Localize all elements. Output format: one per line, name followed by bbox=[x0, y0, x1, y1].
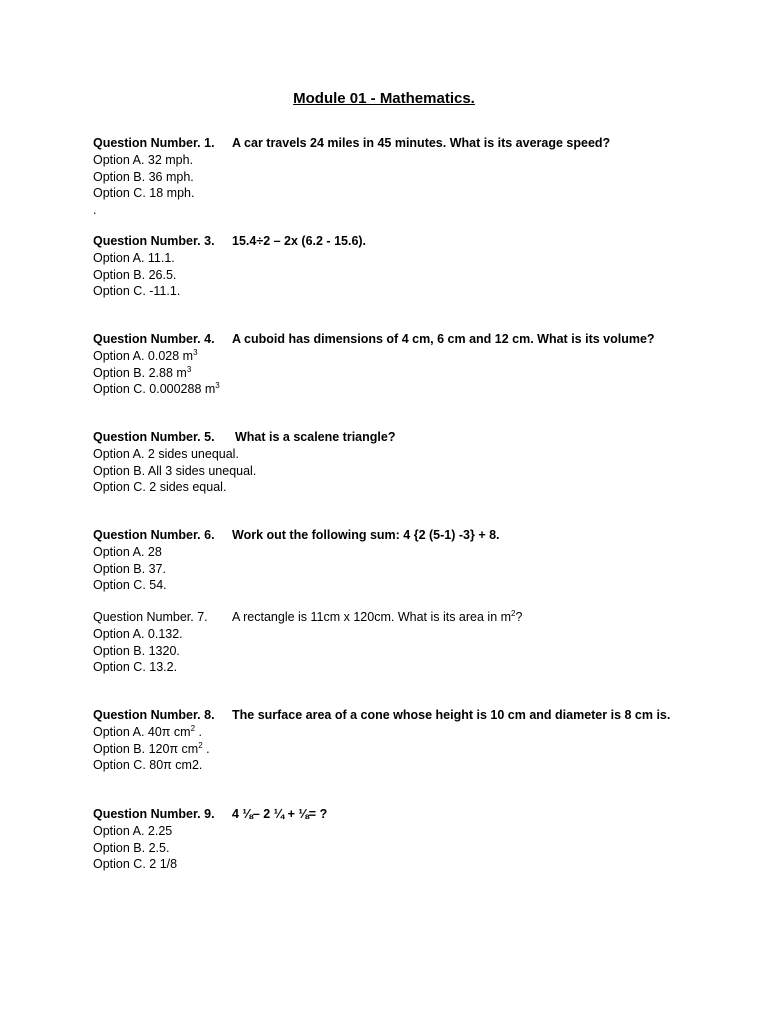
option-suffix: . bbox=[195, 725, 202, 739]
question-text: 4 ⅛– 2 ¼ + ⅛= ? bbox=[232, 807, 328, 821]
superscript: 2 bbox=[190, 724, 196, 733]
option-b bbox=[93, 365, 733, 382]
question-number: Question Number. 4. bbox=[93, 332, 215, 346]
question-9 bbox=[93, 806, 733, 873]
option-b: Option B. 36 mph. bbox=[93, 169, 194, 184]
page-title: Module 01 - Mathematics. bbox=[293, 90, 475, 107]
option-b: Option B. 37. bbox=[93, 561, 166, 576]
question-header bbox=[93, 806, 733, 823]
option-a: Option A. 2 sides unequal. bbox=[93, 447, 239, 461]
option-a bbox=[93, 724, 733, 741]
question-3 bbox=[93, 233, 733, 300]
superscript: 3 bbox=[186, 364, 192, 374]
question-header bbox=[93, 135, 733, 152]
question-text: Work out the following sum: 4 {2 (5-1) -3} + 8. bbox=[232, 528, 500, 542]
question-text: What is a scalene triangle? bbox=[235, 430, 396, 444]
question-text: 15.4÷2 – 2x (6.2 - 15.6). bbox=[232, 234, 367, 248]
question-text-suffix: ? bbox=[515, 610, 523, 624]
question-text: A rectangle is 11cm x 120cm. What is its area in m bbox=[232, 610, 512, 624]
question-number: Question Number. 5. bbox=[93, 430, 215, 444]
question-1 bbox=[93, 135, 733, 218]
option-b: Option B. All 3 sides unequal. bbox=[93, 463, 257, 478]
question-text: The surface area of a cone whose height is 10 cm and diameter is 8 cm is. bbox=[232, 708, 671, 722]
option-a: Option A. 28 bbox=[93, 545, 162, 559]
option-c: Option C. -11.1. bbox=[93, 284, 181, 298]
question-8 bbox=[93, 707, 733, 774]
superscript: 2 bbox=[511, 609, 516, 618]
option-b: Option B. 1320. bbox=[93, 643, 180, 658]
option-c: Option C. 54. bbox=[93, 578, 167, 592]
question-header bbox=[93, 429, 733, 446]
option-c: Option C. 2 1/8 bbox=[93, 857, 178, 871]
option-c: Option C. 80π cm2. bbox=[93, 758, 203, 772]
option-a: Option A. 0.132. bbox=[93, 627, 183, 641]
question-5 bbox=[93, 429, 733, 496]
option-a: Option A. 32 mph. bbox=[93, 153, 194, 167]
option-c: Option C. 18 mph. bbox=[93, 186, 195, 200]
question-header bbox=[93, 609, 733, 626]
option-a bbox=[93, 348, 733, 365]
question-6 bbox=[93, 527, 733, 594]
question-header bbox=[93, 233, 733, 250]
question-text: A cuboid has dimensions of 4 cm, 6 cm and 12 cm. What is its volume? bbox=[232, 332, 655, 346]
option-b bbox=[93, 741, 733, 758]
option-a: Option A. 11.1. bbox=[93, 251, 175, 265]
superscript: 3 bbox=[215, 381, 220, 390]
question-number: Question Number. 7. bbox=[93, 610, 208, 624]
question-number: Question Number. 8. bbox=[93, 708, 215, 722]
question-4 bbox=[93, 331, 733, 398]
question-number: Question Number. 3. bbox=[93, 234, 215, 248]
option-c bbox=[93, 381, 733, 398]
option-c: Option C. 2 sides equal. bbox=[93, 480, 227, 494]
option-c: Option C. 13.2. bbox=[93, 660, 178, 674]
option-text: Option C. 0.000288 m bbox=[93, 382, 216, 396]
option-text: Option B. 2.88 m bbox=[93, 365, 187, 380]
question-number: Question Number. 1. bbox=[93, 136, 215, 150]
option-text: Option B. 120π cm bbox=[93, 741, 199, 756]
option-suffix: . bbox=[202, 741, 210, 756]
question-text: A car travels 24 miles in 45 minutes. What is its average speed? bbox=[232, 136, 611, 150]
question-7 bbox=[93, 609, 733, 676]
option-b: Option B. 26.5. bbox=[93, 267, 177, 282]
question-header bbox=[93, 527, 733, 544]
option-b: Option B. 2.5. bbox=[93, 840, 170, 855]
question-header bbox=[93, 331, 733, 348]
superscript: 2 bbox=[198, 740, 203, 750]
option-a: Option A. 2.25 bbox=[93, 824, 173, 838]
option-text: Option A. 0.028 m bbox=[93, 349, 194, 363]
question-header bbox=[93, 707, 733, 724]
option-text: Option A. 40π cm bbox=[93, 725, 191, 739]
trailing-mark: . bbox=[93, 202, 97, 217]
question-number: Question Number. 9. bbox=[93, 807, 215, 821]
question-number: Question Number. 6. bbox=[93, 528, 215, 542]
superscript: 3 bbox=[193, 348, 198, 357]
